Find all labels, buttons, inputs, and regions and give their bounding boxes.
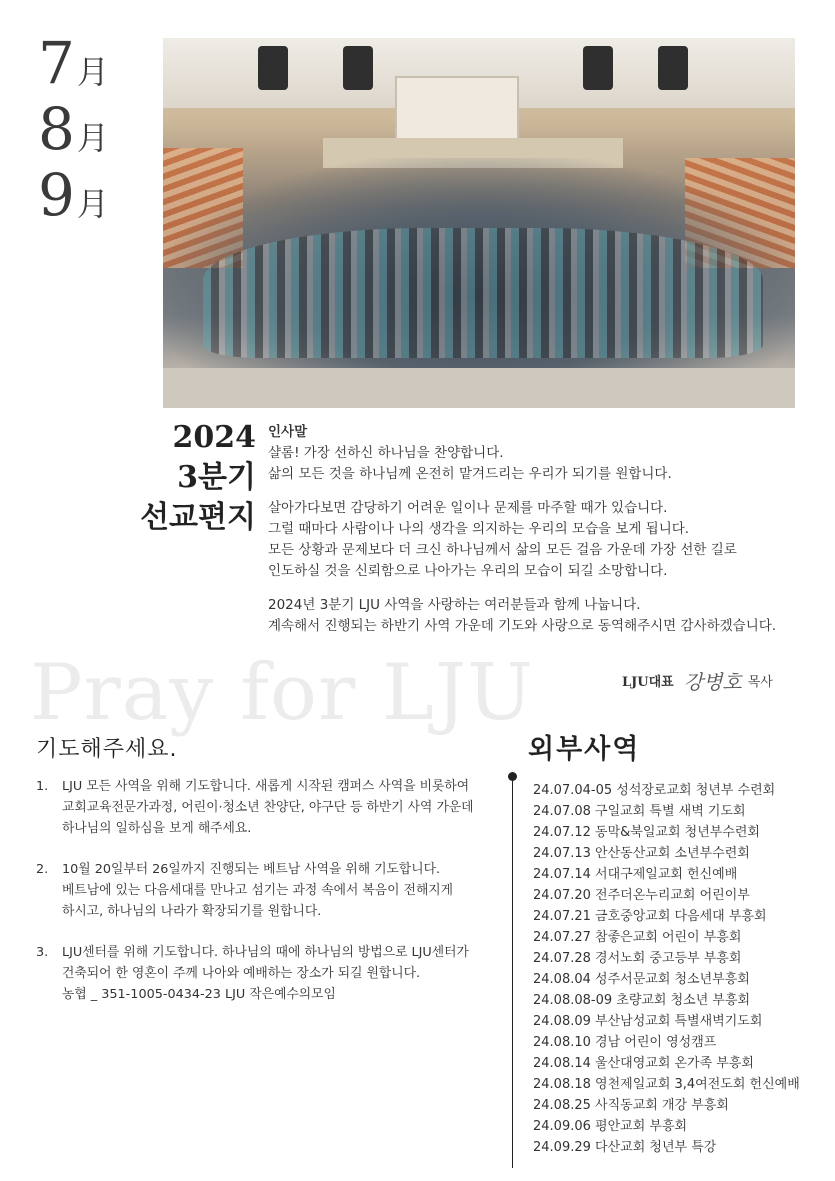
list-item: 1. LJU 모든 사역을 위해 기도합니다. 새롭게 시작된 캠퍼스 사역을 비롯하여 교회교육전문가과정, 어린이·청소년 찬양단, 야구단 등 하반기 사역 가운데 하나님의 일하심을 보게 해주세요.	[36, 779, 474, 836]
list-item: 24.08.25 사직동교회 개강 부흥회	[533, 1098, 729, 1113]
title-letter: 선교편지	[140, 500, 256, 535]
list-item: 24.08.10 경남 어린이 영성캠프	[533, 1035, 717, 1050]
title-year: 2024	[172, 420, 256, 455]
month-august: 8 月	[38, 95, 109, 163]
month-july: 7 月	[38, 29, 109, 97]
prayer-list	[36, 776, 506, 1025]
stage-light-icon	[583, 46, 613, 90]
list-item: 24.08.14 울산대영교회 온가족 부흥회	[533, 1056, 754, 1071]
watermark-text: Pray for LJU	[30, 648, 534, 738]
greeting-paragraph: 샬롬! 가장 선하신 하나님을 찬양합니다. 삶의 모든 것을 하나님께 온전히 맡겨드리는 우리가 되기를 원합니다.	[268, 445, 672, 482]
signature-role: 목사	[747, 675, 773, 690]
greeting-heading: 인사말	[268, 424, 308, 440]
stage-light-icon	[343, 46, 373, 90]
list-item: 24.07.14 서대구제일교회 헌신예배	[533, 867, 738, 882]
month-stack	[38, 30, 148, 228]
prayer-title: 기도해주세요.	[36, 737, 178, 762]
signature-name: 강병호	[683, 670, 742, 694]
stage-light-icon	[258, 46, 288, 90]
month-september: 9 月	[38, 161, 109, 229]
list-item: 24.07.20 전주더온누리교회 어린이부	[533, 888, 750, 903]
greeting-section	[268, 422, 798, 650]
greeting-paragraph: 살아가다보면 감당하기 어려운 일이나 문제를 마주할 때가 있습니다. 그럴 때마다 사람이나 나의 생각을 의지하는 우리의 모습을 보게 됩니다. 모든 상황과 문제보다 더 크신 하나님께서 삶의 모든 걸음 가운데 가장 선한 길로 인도하실 것을 신뢰함으로 나아가는 우리의 모습이 되길 소망합니다.	[268, 500, 737, 579]
list-item: 24.07.08 구일교회 특별 새벽 기도회	[533, 804, 746, 819]
group-photo	[163, 38, 795, 408]
greeting-paragraph: 2024년 3분기 LJU 사역을 사랑하는 여러분들과 함께 나눕니다. 계속해서 진행되는 하반기 사역 가운데 기도와 사랑으로 동역해주시면 감사하겠습니다.	[268, 597, 777, 634]
list-item: 2. 10월 20일부터 26일까지 진행되는 베트남 사역을 위해 기도합니다. 베트남에 있는 다음세대를 만나고 섬기는 과정 속에서 복음이 전해지게 하시고, 하나님의 나라가 확장되기를 원합니다.	[36, 862, 454, 919]
signature	[622, 666, 773, 695]
list-item: 24.08.08-09 초량교회 청소년 부흥회	[533, 993, 751, 1008]
list-item: 24.09.06 평안교회 부흥회	[533, 1119, 688, 1134]
title-quarter: 3분기	[177, 460, 256, 495]
list-item: 24.09.29 다산교회 청년부 특강	[533, 1140, 717, 1155]
list-item: 24.07.04-05 성석장로교회 청년부 수련회	[533, 783, 776, 798]
list-item: 24.07.13 안산동산교회 소년부수련회	[533, 846, 750, 861]
list-item: 24.08.04 성주서문교회 청소년부흥회	[533, 972, 750, 987]
photo-floor	[163, 368, 795, 408]
stage-light-icon	[658, 46, 688, 90]
list-item: 24.07.27 참좋은교회 어린이 부흥회	[533, 930, 742, 945]
list-item: 24.07.12 동막&북일교회 청년부수련회	[533, 825, 760, 840]
list-item: 3. LJU센터를 위해 기도합니다. 하나님의 때에 하나님의 방법으로 LJU센터가 건축되어 한 영혼이 주께 나아와 예배하는 장소가 되길 원합니다. 농협 _ 351-1005-0434-23 LJU 작은예수의모임	[36, 945, 469, 1002]
outer-ministry-title: 외부사역	[528, 734, 641, 765]
timeline-line	[512, 776, 513, 1168]
photo-crowd-front	[203, 228, 763, 358]
signature-org: LJU대표	[622, 675, 674, 690]
event-list	[533, 780, 800, 1158]
list-item: 24.08.18 영천제일교회 3,4여전도회 헌신예배	[533, 1077, 800, 1092]
list-item: 24.07.21 금호중앙교회 다음세대 부흥회	[533, 909, 767, 924]
list-item: 24.08.09 부산남성교회 특별새벽기도회	[533, 1014, 763, 1029]
letter-title	[128, 418, 256, 538]
list-item: 24.07.28 경서노회 중고등부 부흥회	[533, 951, 742, 966]
